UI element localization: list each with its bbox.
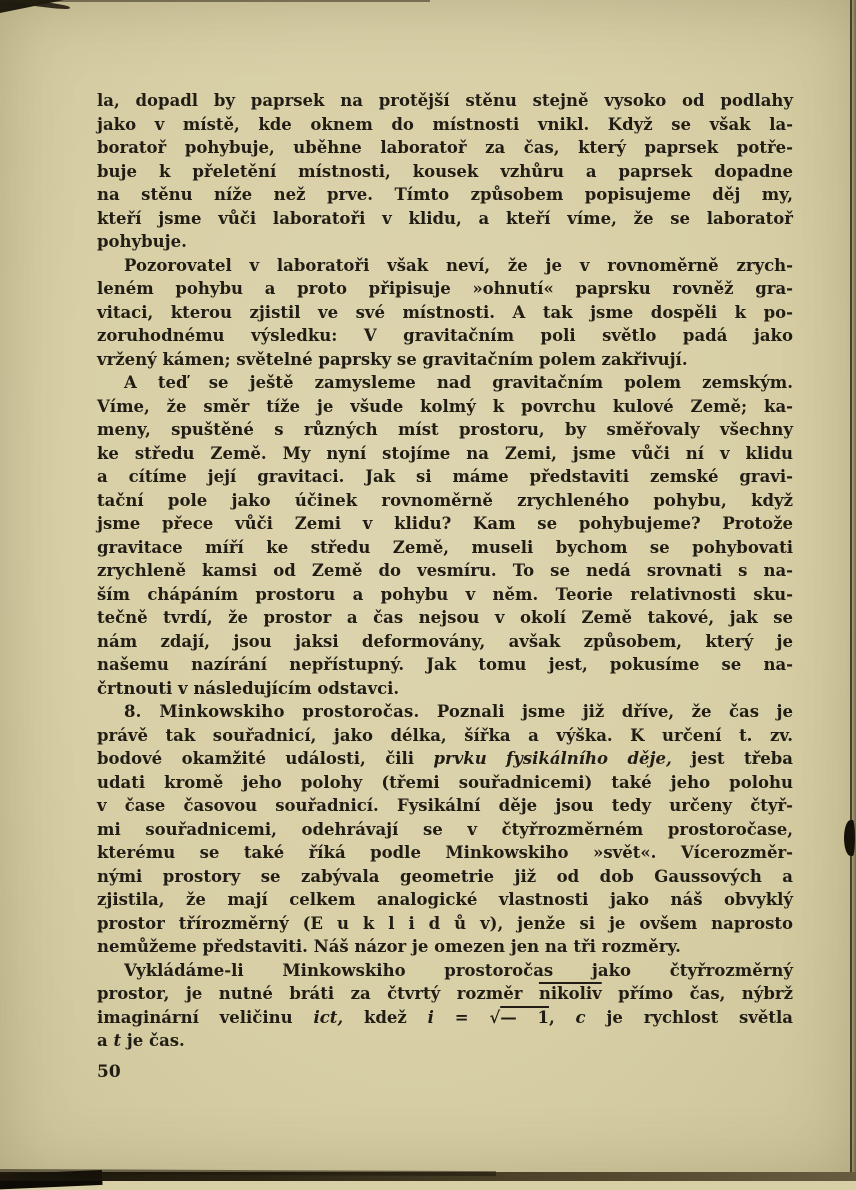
text-run: prostor, je nutné bráti za čtvrtý rozměr — [97, 984, 539, 1003]
text-line — [97, 136, 793, 160]
text-run: nemůžeme představiti. Náš názor je omezen jen na tři rozměry. — [97, 937, 681, 956]
text-line — [97, 630, 793, 654]
text-run: a cítíme její gravitaci. Jak si máme představiti zemské gravi- — [97, 467, 793, 486]
text-run: v čase časovou souřadnicí. Fysikální děje jsou tedy určeny čtyř- — [97, 796, 793, 815]
scan-bottom-left-corner — [0, 1170, 103, 1190]
paragraph — [97, 89, 793, 254]
text-run: A teď se ještě zamysleme nad gravitačním polem zemským. — [124, 373, 793, 392]
text-line — [97, 207, 793, 231]
text-run: vržený kámen; světelné paprsky se gravitačním polem zakřivují. — [97, 349, 688, 369]
text-run: ke středu Země. My nyní stojíme na Zemi, jsme vůči ní v klidu — [97, 443, 793, 463]
text-run: leném pohybu a proto připisuje »ohnutí« paprsku rovněž gra- — [97, 279, 793, 298]
scan-right-edge-blob — [844, 820, 855, 856]
text-run: boratoř pohybuje, uběhne laboratoř za čas, který paprsek potře- — [97, 138, 793, 157]
paragraph — [97, 254, 793, 372]
text-run: tační pole jako účinek rovnoměrně zrychleného pohybu, když — [97, 490, 793, 510]
text-run: nám zdají, jsou jaksi deformovány, avšak způsobem, který je — [97, 631, 793, 651]
text-run: ict, — [313, 1007, 344, 1027]
text-line — [97, 324, 793, 348]
text-line — [97, 418, 793, 442]
text-line — [97, 912, 793, 936]
text-run: 8. Minkowskiho prostoročas. — [124, 702, 420, 721]
text-run: zrychleně kamsi od Země do vesmíru. To se nedá srovnati s na- — [97, 561, 793, 580]
text-line — [97, 865, 793, 889]
text-run: je rychlost světla — [585, 1007, 793, 1027]
text-run: a — [97, 1031, 114, 1050]
text-line — [97, 653, 793, 677]
text-run: = √ — [433, 1007, 501, 1027]
text-line — [97, 935, 793, 959]
text-run: tečně tvrdí, že prostor a čas nejsou v okolí Země takové, jak se — [97, 608, 793, 627]
text-line — [97, 888, 793, 912]
text-run: Pozorovatel v laboratoři však neví, že je v rovnoměrně zrych- — [124, 255, 793, 275]
text-run: nikoliv — [538, 984, 602, 1003]
text-line — [97, 747, 793, 771]
text-run: na stěnu níže než prve. Tímto způsobem popisujeme děj my, — [97, 185, 793, 204]
text-run: t — [113, 1031, 122, 1050]
text-run: prvku fysikálního děje, — [433, 749, 672, 768]
text-line — [97, 536, 793, 560]
text-run: jest třeba — [671, 749, 793, 768]
text-run: udati kromě jeho polohy (třemi souřadnicemi) také jeho polohu — [97, 772, 793, 792]
text-run: mi souřadnicemi, odehrávají se v čtyřrozměrném prostoročase, — [97, 819, 793, 839]
text-line — [97, 442, 793, 466]
text-line — [97, 371, 793, 395]
text-line — [97, 583, 793, 607]
text-block — [97, 89, 793, 1053]
text-line — [97, 724, 793, 748]
text-run: nými prostory se zabývala geometrie již od dob Gaussových a — [97, 866, 793, 886]
text-run: črtnouti v následujícím odstavci. — [97, 678, 400, 698]
text-run: kterému se také říká podle Minkowskiho »svět«. Vícerozměr- — [97, 843, 793, 862]
text-run: — 1 — [500, 1007, 549, 1027]
text-line — [97, 395, 793, 419]
text-line — [97, 348, 793, 372]
text-run: imaginární veličinu — [97, 1007, 314, 1027]
scan-top-edge-line — [0, 0, 430, 2]
text-run: pohybuje. — [97, 232, 187, 251]
text-line — [97, 982, 793, 1006]
text-run: meny, spuštěné s různých míst prostoru, by směřovaly všechny — [97, 420, 793, 439]
text-run: jsme přece vůči Zemi v klidu? Kam se pohybujeme? Protože — [97, 514, 793, 533]
text-line — [97, 254, 793, 278]
paragraph — [97, 959, 793, 1053]
text-line — [97, 183, 793, 207]
text-line — [97, 959, 793, 983]
text-run: zjistila, že mají celkem analogické vlastnosti jako náš obvyklý — [97, 890, 793, 909]
text-line — [97, 277, 793, 301]
paragraph — [97, 371, 793, 700]
text-run: bodové okamžité události, čili — [97, 749, 434, 768]
scan-right-edge-line — [850, 0, 852, 1181]
text-run: jako v místě, kde oknem do místnosti vnikl. Když se však la- — [97, 114, 793, 134]
text-run: c — [575, 1007, 586, 1027]
text-run: Poznali jsme již dříve, že čas je — [419, 702, 793, 721]
text-run: i — [427, 1007, 434, 1027]
paragraph — [97, 700, 793, 959]
text-line — [97, 606, 793, 630]
text-line — [97, 677, 793, 701]
text-run: kdež — [343, 1007, 428, 1027]
text-run: gravitace míří ke středu Země, museli bychom se pohybovati — [97, 537, 793, 557]
text-run: kteří jsme vůči laboratoři v klidu, a kteří víme, že se laboratoř — [97, 208, 793, 228]
text-line — [97, 512, 793, 536]
text-run: právě tak souřadnicí, jako délka, šířka a výška. K určení t. zv. — [97, 725, 793, 745]
text-run: vitaci, kterou zjistil ve své místnosti. A tak jsme dospěli k po- — [97, 302, 793, 322]
text-run: buje k přeletění místnosti, kousek vzhůru a paprsek dopadne — [97, 161, 793, 181]
text-line — [97, 465, 793, 489]
text-line — [97, 818, 793, 842]
text-run: Víme, že směr tíže je všude kolmý k povrchu kulové Země; ka- — [97, 396, 793, 416]
text-line — [97, 841, 793, 865]
text-run: ším chápáním prostoru a pohybu v něm. Teorie relativnosti sku- — [97, 584, 793, 604]
page-number: 50 — [97, 1062, 121, 1082]
text-line — [97, 700, 793, 724]
text-run: našemu nazírání nepřístupný. Jak tomu jest, pokusíme se na- — [97, 655, 793, 674]
text-run: prostor třírozměrný (E u k l i d ů v), jenže si je ovšem naprosto — [97, 913, 793, 933]
text-line — [97, 771, 793, 795]
text-run: , — [548, 1007, 576, 1027]
text-line — [97, 113, 793, 137]
text-run: zoruhodnému výsledku: V gravitačním poli světlo padá jako — [97, 326, 793, 345]
text-line — [97, 794, 793, 818]
text-line — [97, 1006, 793, 1030]
text-run: Vykládáme-li Minkowskiho prostoročas jako čtyřrozměrný — [124, 960, 793, 980]
text-run: přímo čas, nýbrž — [601, 984, 793, 1003]
text-run: je čas. — [121, 1031, 185, 1050]
text-line — [97, 301, 793, 325]
text-line — [97, 230, 793, 254]
text-line — [97, 160, 793, 184]
text-line — [97, 489, 793, 513]
text-line — [97, 89, 793, 113]
text-line — [97, 559, 793, 583]
text-run: la, dopadl by paprsek na protější stěnu stejně vysoko od podlahy — [97, 91, 793, 110]
text-line — [97, 1029, 793, 1053]
